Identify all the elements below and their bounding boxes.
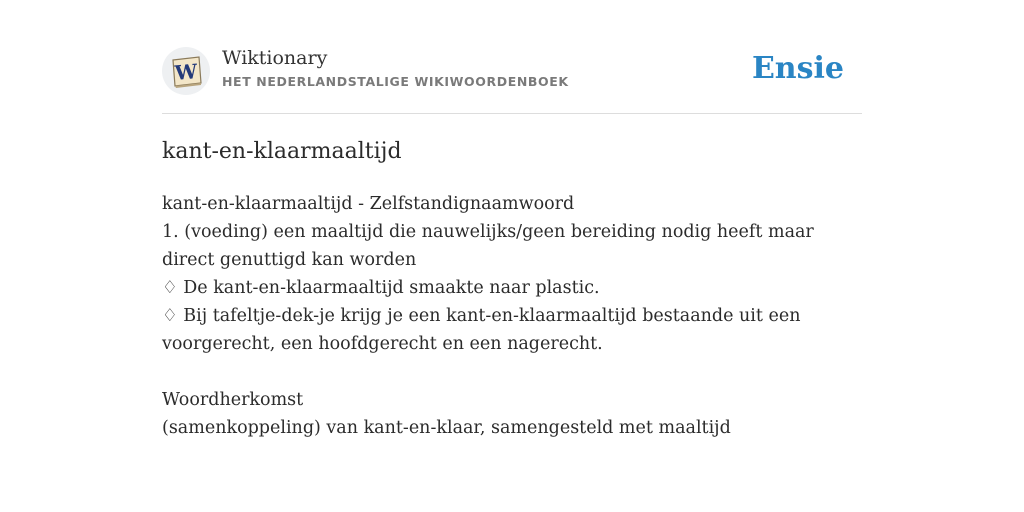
site-name[interactable]: Wiktionary xyxy=(222,47,328,69)
example-sentence: ♢ De kant-en-klaarmaaltijd smaakte naar plastic. xyxy=(162,278,600,298)
entry-body xyxy=(162,190,862,442)
logo-letter: W xyxy=(173,59,199,85)
word-class-line: kant-en-klaarmaaltijd - Zelfstandignaamwoord xyxy=(162,194,575,214)
ensie-brand-link[interactable]: Ensie xyxy=(751,51,844,86)
spacer xyxy=(162,358,862,386)
header xyxy=(162,0,862,114)
wiktionary-tile-icon xyxy=(166,51,206,91)
page-title: kant-en-klaarmaaltijd xyxy=(162,139,402,164)
etymology-text: (samenkoppeling) van kant-en-klaar, samengesteld met maaltijd xyxy=(162,418,731,438)
site-tagline: HET NEDERLANDSTALIGE WIKIWOORDENBOEK xyxy=(222,74,569,89)
wiktionary-logo-icon[interactable] xyxy=(162,47,210,95)
etymology-heading: Woordherkomst xyxy=(162,390,304,410)
definition: 1. (voeding) een maaltijd die nauwelijks/geen bereiding nodig heeft maar direct genuttigd kan worden xyxy=(162,222,814,270)
page-container xyxy=(162,0,862,438)
example-sentence: ♢ Bij tafeltje-dek-je krijg je een kant-en-klaarmaaltijd bestaande uit een voorgerecht, een hoofdgerecht en een nagerecht. xyxy=(162,306,801,354)
